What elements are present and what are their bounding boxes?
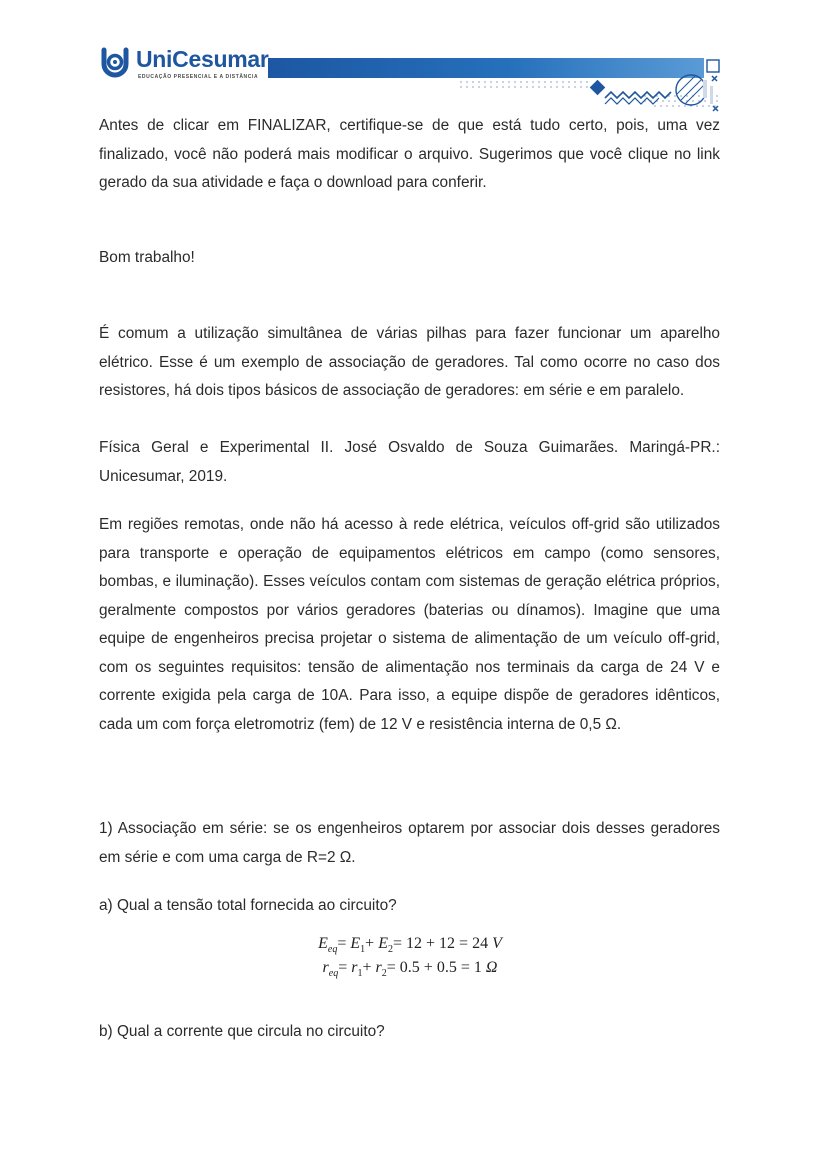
unicesumar-logo xyxy=(98,46,268,80)
brand-tagline: EDUCAÇÃO PRESENCIAL E A DISTÂNCIA xyxy=(138,74,259,80)
question-a-text: a) Qual a tensão total fornecida ao circuito? xyxy=(99,897,397,914)
context-paragraph: É comum a utilização simultânea de várias pilhas para fazer funcionar um aparelho elétrico. Esse é um exemplo de associação de geradores. Tal como ocorre no caso dos resistores, há dois tipos básicos de associação de geradores: em série e em paralelo. xyxy=(99,325,720,399)
question-1-text: 1) Associação em série: se os engenheiros optarem por associar dois desses geradores em série e com uma carga de R=2 Ω. xyxy=(99,820,720,866)
equivalent-emf-formula: $E_{eq}= E_1+ E_2= 12 + 12 = 24$ V xyxy=(318,935,502,955)
logo-mark-icon xyxy=(98,46,132,80)
scenario-paragraph: Em regiões remotas, onde não há acesso à rede elétrica, veículos off-grid são utilizados para transporte e operação de equipamentos elétricos em campo (como sensores, bombas, e iluminação). Esses veículos contam com sistemas de geração elétrica próprios, geralmente compostos por vários geradores (baterias ou dínamos). Imagine que uma equipe de engenheiros precisa projetar o sistema de alimentação de um veículo off-grid, com os seguintes requisitos: tensão de alimentação nos terminais da carga de 24 V e corrente exigida pela carga de 10A. Para isso, a equipe dispõe de geradores idênticos, cada um com força eletromotriz (fem) de 12 V e resistência interna de 0,5 Ω. xyxy=(99,516,720,733)
brand-name: UniCesumar xyxy=(136,46,269,72)
question-b-text: b) Qual a corrente que circula no circuito? xyxy=(99,1023,385,1040)
header-decoration-icon xyxy=(455,46,725,116)
page-header xyxy=(0,0,820,118)
equivalent-resistance-formula: $r_{eq}= r_1+ r_2= 0.5 + 0.5 = 1$ Ω xyxy=(322,959,498,979)
reference-citation: Física Geral e Experimental II. José Osvaldo de Souza Guimarães. Maringá-PR.: Unicesumar, 2019. xyxy=(99,439,720,485)
instruction-paragraph: Antes de clicar em FINALIZAR, certifique-se de que está tudo certo, pois, uma vez finalizado, você não poderá mais modificar o arquivo. Sugerimos que você clique no link gerado da sua atividade e faça o download para conferir. xyxy=(99,117,720,191)
greeting-text: Bom trabalho! xyxy=(99,249,195,266)
